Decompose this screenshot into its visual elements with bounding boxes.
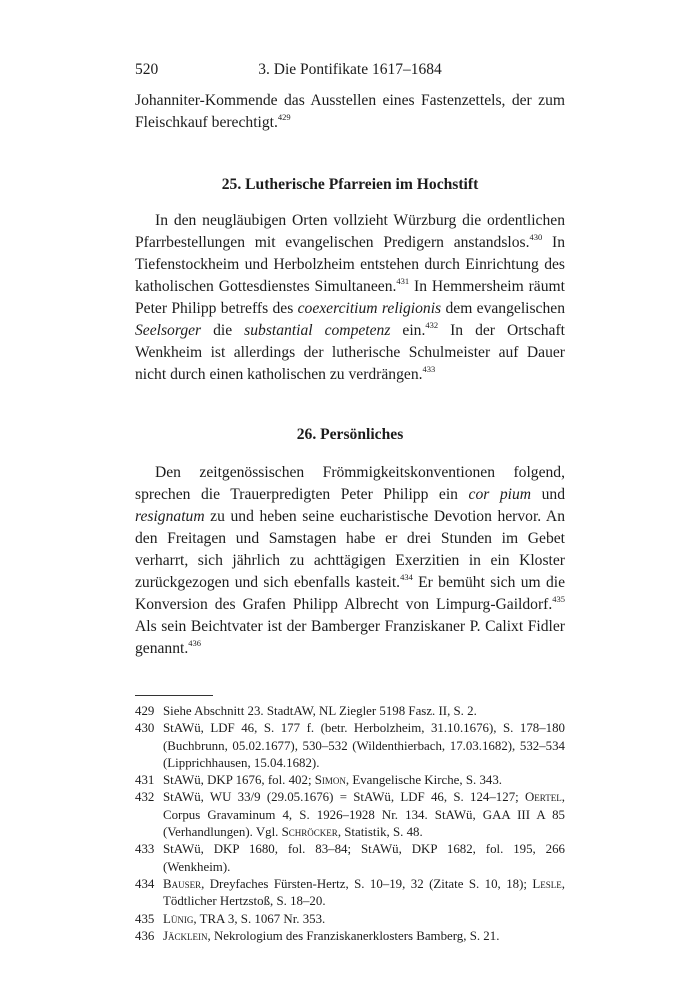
- paragraph-text: In Hemmersheim räumt Peter Philipp betreffs des: [135, 278, 565, 317]
- footnote-text: , Statistik, S. 48.: [337, 825, 423, 840]
- paragraph-text: Er bemüht sich um die Konversion des Grafen Philipp Albrecht von Limpurg-Gaildorf.: [135, 574, 565, 613]
- italic-term: coexercitium religionis: [297, 300, 442, 317]
- paragraph-text: dem evangelischen: [441, 300, 565, 317]
- author-name: Simon: [314, 773, 346, 788]
- footnote-436: [135, 928, 565, 945]
- footnotes: [135, 703, 565, 945]
- footnote-number: 436: [135, 928, 155, 943]
- author-name: Bauser: [163, 876, 202, 891]
- section-25-paragraph: [135, 210, 565, 386]
- paragraph-text: zu und heben seine eucharistische Devotion hervor. An den Freitagen und Samstagen habe er drei Stunden im Gebet verharrt, sich jährlich zu achttägigen Exerzitien in ein Kloster zurückgezogen und sich ebenfalls kasteit.: [135, 508, 565, 591]
- footnote-text: , Evangelische Kirche, S. 343.: [345, 773, 503, 788]
- italic-term: resignatum: [135, 508, 205, 525]
- footnote-text: , Tödtlicher Hertzstoß, S. 18–20.: [163, 876, 565, 909]
- author-name: Oertel: [525, 790, 562, 805]
- italic-term: substantial competenz: [244, 322, 391, 339]
- footnote-number: 431: [135, 773, 155, 788]
- author-name: Schröcker: [281, 825, 338, 840]
- paragraph-text: In Tiefenstockheim und Herbolzheim entstehen durch Einrichtung des katholischen Gottesdienstes Simultaneen.: [135, 234, 566, 295]
- footnote-text: , Corpus Gravaminum 4, S. 1926–1928 Nr. 134. StAWü, GAA III A 85 (Verhandlungen). Vgl.: [163, 790, 565, 840]
- footnote-text: StAWü, WU 33/9 (29.05.1676) = StAWü, LDF 46, S. 124–127;: [163, 790, 525, 805]
- footnote-433: [135, 841, 565, 876]
- footnote-430: [135, 720, 565, 772]
- footnote-ref: 436: [188, 637, 202, 648]
- footnote-text: StAWü, LDF 46, S. 177 f. (betr. Herbolzheim, 31.10.1676), S. 178–180 (Buchbrunn, 05.02.1677), 530–532 (Wildenthierbach, 17.03.1682), 532–534 (Lipprichhausen, 15.04.1682).: [163, 721, 565, 770]
- section-heading-26: 26. Persönliches: [296, 426, 404, 443]
- running-head: [135, 58, 565, 82]
- paragraph-text: ein.: [390, 322, 426, 339]
- paragraph-text: Den zeitgenössischen Frömmigkeitskonventionen folgend, sprechen die Trauerpredigten Peter Philipp ein: [135, 464, 565, 503]
- section-heading-25: 25. Lutherische Pfarreien im Hochstift: [221, 176, 479, 193]
- footnote-429: [135, 703, 565, 720]
- continued-paragraph: [135, 90, 565, 134]
- footnote-text: , TRA 3, S. 1067 Nr. 353.: [193, 911, 326, 926]
- footnote-number: 433: [135, 842, 155, 857]
- footnote-ref: 429: [277, 111, 291, 122]
- footnote-text: , Nekrologium des Franziskanerklosters Bamberg, S. 21.: [207, 928, 500, 943]
- italic-term: Seelsorger: [135, 322, 202, 339]
- paragraph-text: Als sein Beichtvater ist der Bamberger Franziskaner P. Calixt Fidler genannt.: [135, 618, 565, 657]
- footnote-text: Siehe Abschnitt 23. StadtAW, NL Ziegler 5198 Fasz. II, S. 2.: [163, 704, 477, 718]
- italic-term: cor pium: [468, 486, 532, 503]
- footnote-text: StAWü, DKP 1680, fol. 83–84; StAWü, DKP 1682, fol. 195, 266 (Wenkheim).: [163, 842, 565, 874]
- footnote-ref: 432: [425, 319, 439, 330]
- author-name: Lesle: [532, 876, 562, 891]
- footnote-ref: 435: [552, 593, 565, 604]
- footnote-432: [135, 789, 565, 841]
- footnote-431: [135, 772, 565, 789]
- footnote-435: [135, 911, 565, 928]
- footnote-divider: [135, 695, 213, 696]
- author-name: Jäcklein: [163, 928, 208, 943]
- footnote-number: 430: [135, 721, 155, 736]
- book-page: [135, 58, 565, 945]
- paragraph-text: In der Ortschaft Wenkheim ist allerdings der lutherische Schulmeister auf Dauer nicht durch einen katholischen zu verdrängen.: [135, 322, 565, 383]
- author-name: Lünig: [163, 911, 194, 926]
- footnote-ref: 430: [529, 231, 543, 242]
- section-26-paragraph: [135, 462, 565, 660]
- footnote-number: 429: [135, 704, 155, 718]
- page-number: 520: [135, 61, 159, 78]
- paragraph-text: In den neugläubigen Orten vollzieht Würzburg die ordentlichen Pfarrbestellungen mit evangelischen Predigern anstandslos.: [135, 212, 565, 251]
- footnote-text: StAWü, DKP 1676, fol. 402;: [163, 773, 315, 788]
- footnote-ref: 433: [422, 363, 436, 374]
- footnote-text: , Dreyfaches Fürsten-Hertz, S. 10–19, 32 (Zitate S. 10, 18);: [201, 876, 533, 891]
- footnote-ref: 431: [396, 275, 410, 286]
- running-title: 3. Die Pontifikate 1617–1684: [258, 61, 442, 78]
- footnote-number: 432: [135, 790, 155, 805]
- paragraph-text: die: [201, 322, 245, 339]
- footnote-ref: 434: [400, 571, 413, 582]
- paragraph-text: und: [531, 486, 566, 503]
- footnote-number: 434: [135, 876, 155, 891]
- footnote-434: [135, 876, 565, 911]
- paragraph-text: Johanniter-Kommende das Ausstellen eines Fastenzettels, der zum Fleischkauf berechtigt.: [135, 92, 565, 131]
- footnote-number: 435: [135, 911, 155, 926]
